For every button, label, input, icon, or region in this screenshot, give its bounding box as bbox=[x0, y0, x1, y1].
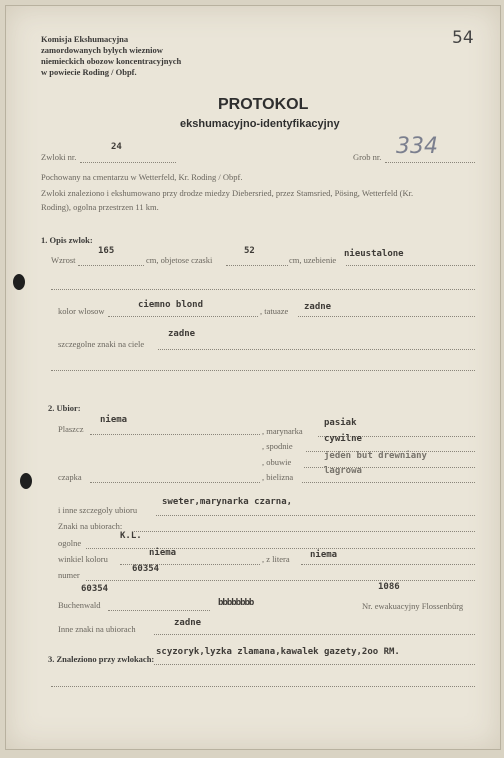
plaszcz-value: niema bbox=[100, 415, 128, 425]
punch-hole-bottom bbox=[20, 473, 32, 489]
punch-hole-top bbox=[13, 274, 25, 290]
bielizna-label: , bielizna bbox=[262, 472, 294, 482]
org-line: Komisja Ekshumacyjna bbox=[41, 34, 129, 44]
org-line: zamordowanych bylych wiezniow bbox=[41, 45, 163, 55]
numer-value: 60354 bbox=[132, 564, 160, 574]
page-number: 54 bbox=[452, 28, 474, 48]
grob-label: Grob nr. bbox=[353, 152, 382, 162]
org-line: niemieckich obozow koncentracyjnych bbox=[41, 56, 182, 66]
org-line: w powiecie Roding / Obpf. bbox=[41, 67, 137, 77]
inne-znaki-label: Inne znaki na ubiorach bbox=[58, 624, 136, 634]
flossenburg-label: Nr. ewakuacyjny Flossenbürg bbox=[362, 601, 464, 611]
intro-line-3: Roding), ogolna przestrzen 11 km. bbox=[41, 202, 159, 212]
czaszka-value: 52 bbox=[244, 246, 255, 256]
inne-value: sweter,marynarka czarna, bbox=[162, 497, 293, 507]
intro-line-2: Zwloki znaleziono i ekshumowano przy drodze miedzy Diebersried, przez Stamsried, Pösing, Wetterfeld (Kr. bbox=[41, 188, 414, 198]
inne-label: i inne szczegoly ubioru bbox=[58, 505, 138, 515]
zwloki-value: 24 bbox=[111, 142, 122, 152]
marynarka-value: pasiak bbox=[324, 418, 357, 428]
inne-znaki-value: zadne bbox=[174, 618, 202, 628]
ogolne-label: ogolne bbox=[58, 538, 82, 548]
kolor-label: kolor wlosow bbox=[58, 306, 105, 316]
spodnie-label: , spodnie bbox=[262, 441, 293, 451]
znaki-ubior-value: K.L. bbox=[120, 531, 142, 541]
buchenwald-value: 60354 bbox=[81, 584, 109, 594]
numer-label: numer bbox=[58, 570, 80, 580]
section-2-heading: 2. Ubior: bbox=[48, 403, 81, 413]
section-3-value: scyzoryk,lyzka zlamana,kawalek gazety,2oo RM. bbox=[156, 647, 400, 657]
section-3-heading: 3. Znaleziono przy zwlokach: bbox=[48, 654, 155, 664]
tatuaze-value: zadne bbox=[304, 302, 332, 312]
cm-objetosc-label: cm, objetose czaski bbox=[146, 255, 213, 265]
page-title: PROTOKOL bbox=[218, 96, 309, 113]
winkiel-label: winkiel koloru bbox=[58, 554, 108, 564]
kolor-value: ciemno blond bbox=[138, 300, 204, 310]
section-1-heading: 1. Opis zwlok: bbox=[41, 235, 93, 245]
overtyped-field: bbbbbbbb bbox=[218, 598, 254, 608]
buchenwald-label: Buchenwald bbox=[58, 600, 101, 610]
spodnie-value: cywilne bbox=[324, 434, 362, 444]
znaki-value: zadne bbox=[168, 329, 196, 339]
intro-line-1: Pochowany na cmentarzu w Wetterfeld, Kr. Roding / Obpf. bbox=[41, 172, 243, 182]
plaszcz-label: Plaszcz bbox=[58, 424, 84, 434]
obuwie-value: jeden but drewniany bbox=[324, 451, 427, 461]
grob-value: 334 bbox=[396, 134, 438, 159]
bielizna-value: lagrowa bbox=[324, 466, 362, 476]
cm-uzebienie-label: cm, uzebienie bbox=[289, 255, 337, 265]
litera-label: , z litera bbox=[262, 554, 290, 564]
uzebienie-value: nieustalone bbox=[344, 249, 404, 259]
litera-value: niema bbox=[310, 550, 338, 560]
protocol-sheet bbox=[5, 5, 501, 750]
marynarka-label: , marynarka bbox=[262, 426, 303, 436]
znaki-label: szczegolne znaki na ciele bbox=[58, 339, 145, 349]
winkiel-value: niema bbox=[149, 548, 177, 558]
obuwie-label: , obuwie bbox=[262, 457, 292, 467]
znaki-ubior-label: Znaki na ubiorach: bbox=[58, 521, 123, 531]
wzrost-value: 165 bbox=[98, 246, 115, 256]
czapka-label: czapka bbox=[58, 472, 82, 482]
zwloki-label: Zwloki nr. bbox=[41, 152, 77, 162]
wzrost-label: Wzrost bbox=[51, 255, 76, 265]
org-header bbox=[41, 34, 181, 78]
page-subtitle: ekshumacyjno-identyfikacyjny bbox=[180, 118, 340, 130]
tatuaze-label: , tatuaze bbox=[260, 306, 289, 316]
flossenburg-value: 1086 bbox=[378, 582, 400, 592]
